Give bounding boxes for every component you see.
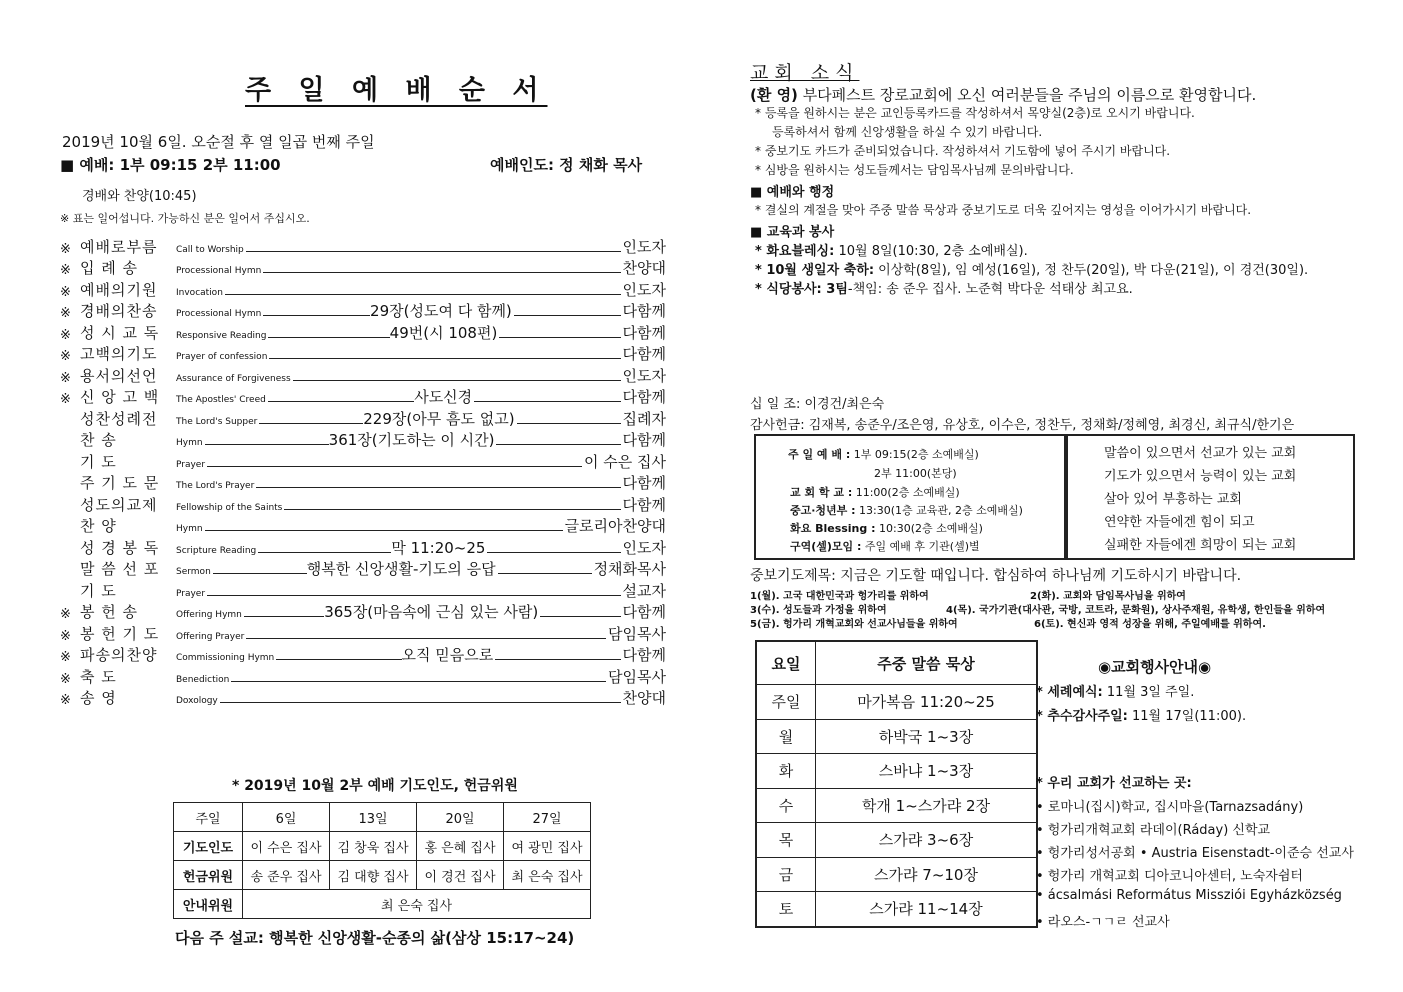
section-admin: ■ 예배와 행정 — [750, 185, 835, 200]
table-row — [174, 803, 591, 832]
item-label: * 화요블레싱: — [755, 244, 835, 259]
leader-line — [205, 530, 563, 531]
order-role: 정채화목사 — [593, 560, 667, 578]
order-row — [60, 364, 666, 386]
order-role: 설교자 — [622, 581, 666, 600]
order-korean: 봉 헌 송 — [80, 603, 139, 621]
table-cell: 하박국 1~3장 — [816, 719, 1038, 754]
table-cell: 학개 1~스가랴 2장 — [816, 788, 1038, 823]
order-mark: ※ — [60, 349, 71, 364]
table-row — [756, 788, 1037, 823]
table-cell: 이 수은 집사 — [243, 832, 330, 861]
order-mark: ※ — [60, 607, 71, 622]
order-role: 다함께 — [622, 388, 667, 406]
list-item — [755, 259, 1308, 278]
table-row — [756, 754, 1037, 789]
order-of-service — [60, 235, 666, 708]
order-english: Processional Hymn — [176, 266, 262, 276]
order-korean: 고백의기도 — [80, 345, 158, 363]
table-cell: 안내위원 — [174, 890, 243, 919]
order-english: The Lord's Prayer — [176, 481, 255, 491]
table-cell: 홍 은혜 집사 — [417, 832, 504, 861]
order-row — [60, 687, 666, 709]
order-mark: ※ — [60, 370, 71, 386]
list-item: * 심방을 원하시는 성도들께서는 담임목사님께 문의바랍니다. — [755, 163, 1074, 177]
leader-line — [540, 616, 620, 617]
order-role: 다함께 — [622, 646, 666, 664]
order-role: 집례자 — [622, 409, 666, 428]
leader-line — [256, 487, 620, 488]
praise-time: 경배와 찬양(10:45) — [82, 189, 197, 204]
order-english: Call to Worship — [176, 244, 244, 255]
standing-note: ※ 표는 일어섭니다. 가능하신 분은 일어서 주십시오. — [60, 212, 310, 225]
mission-item: • 헝가리 개혁교회 디아코니아센터, 노숙자쉼터 — [1036, 869, 1303, 884]
order-detail: 오직 믿음으로 — [401, 646, 494, 664]
order-role: 인도자 — [622, 366, 666, 385]
order-english: Hymn — [176, 524, 203, 534]
schedule-text: 주일 예배 후 기관(셀)별 — [861, 540, 980, 553]
order-korean: 성도의교제 — [80, 495, 158, 514]
leader-line — [293, 380, 621, 381]
schedule-text: 11:00(2층 소예배실) — [852, 486, 960, 499]
order-detail: 사도신경 — [414, 388, 473, 406]
order-role: 다함께 — [622, 603, 667, 621]
order-row — [60, 450, 666, 472]
motto-line: 말씀이 있으면서 선교가 있는 교회 — [1104, 446, 1297, 461]
section-education: ■ 교육과 봉사 — [750, 225, 835, 240]
schedule-item — [874, 465, 957, 481]
right-page — [700, 0, 1403, 992]
mission-item: • 로마니(집시)학교, 집시마을(Tarnazsadány) — [1036, 800, 1304, 815]
order-english: Benediction — [176, 674, 230, 685]
order-korean: 성찬성례전 — [80, 409, 158, 428]
table-cell: 기도인도 — [174, 832, 243, 861]
thanks-line: 감사헌금: 김재복, 송준우/조은영, 유상호, 이수은, 정찬두, 정채화/정혜영, 최경신, 최규식/한기은 — [750, 418, 1295, 433]
table-row — [174, 861, 591, 890]
schedule-label: 교 회 학 교 : — [790, 486, 853, 499]
next-sermon: 다음 주 설교: 행복한 신앙생활-순종의 삶(삼상 15:17~24) — [175, 929, 575, 947]
order-korean: 성 시 교 독 — [80, 323, 160, 342]
list-item: * 결실의 계절을 맞아 주중 말씀 묵상과 중보기도로 더욱 깊어지는 영성을 이어가시기 바랍니다. — [755, 203, 1252, 217]
order-english: Processional Hymn — [176, 309, 262, 319]
order-mark: ※ — [60, 650, 71, 665]
schedule-box — [754, 434, 1066, 560]
order-row — [60, 386, 666, 408]
order-korean: 입 례 송 — [80, 259, 139, 277]
prayer-item: 5(금). 헝가리 개혁교회와 선교사님들을 위하여 — [750, 619, 958, 630]
table-cell: 최 은숙 집사 — [243, 890, 591, 919]
item-label: * 식당봉사: 3팀 — [755, 282, 848, 297]
leader-line — [284, 509, 620, 510]
order-detail: 막 11:20~25 — [391, 538, 486, 557]
order-row — [60, 558, 666, 580]
table-row — [756, 823, 1037, 858]
missions-title: * 우리 교회가 선교하는 곳: — [1036, 776, 1192, 791]
order-row — [60, 278, 666, 300]
order-row — [60, 579, 666, 601]
order-role: 글로리아찬양대 — [564, 517, 666, 535]
order-english: The Apostles' Creed — [176, 395, 266, 405]
prayer-item: 1(월). 고국 대한민국과 헝가리를 위하여 — [750, 591, 929, 602]
order-korean: 신 앙 고 백 — [80, 388, 160, 406]
table-cell: 스가랴 7~10장 — [816, 857, 1038, 892]
mission-item: • ácsalmási Református Missziói Egyházközség — [1036, 888, 1342, 903]
prayer-topics-title: 중보기도제목: 지금은 기도할 때입니다. 합심하여 하나님께 기도하시기 바랍니다. — [750, 568, 1242, 584]
order-mark: ※ — [60, 628, 71, 644]
order-korean: 찬 송 — [80, 431, 117, 449]
schedule-label: 중고·청년부 : — [790, 504, 856, 517]
event-text: 11월 3일 주일. — [1102, 685, 1195, 700]
table-cell: 토 — [756, 892, 816, 927]
order-role: 담임목사 — [608, 667, 666, 686]
order-row — [60, 257, 666, 279]
order-korean: 봉 헌 기 도 — [80, 624, 160, 643]
mission-item: • 헝가리개혁교회 라데이(Ráday) 신학교 — [1036, 823, 1271, 838]
schedule-text: 13:30(1층 교육관, 2층 소예배실) — [855, 504, 1023, 517]
order-mark: ※ — [60, 241, 71, 257]
order-role: 찬양대 — [622, 259, 666, 277]
order-detail: 229장(아무 흠도 없고) — [363, 409, 515, 428]
prayer-item: 2(화). 교회와 담임목사님을 위하여 — [1030, 591, 1186, 602]
mission-item: • 라오스-ㄱㄱㄹ 선교사 — [1036, 915, 1170, 930]
worship-times: ■ 예배: 1부 09:15 2부 11:00 — [60, 156, 281, 174]
table-header: 요일 — [756, 641, 816, 685]
order-row — [60, 622, 666, 644]
order-korean: 축 도 — [80, 667, 117, 686]
table-cell: 스바냐 1~3장 — [816, 754, 1038, 789]
table-cell: 화 — [756, 754, 816, 789]
order-row — [60, 536, 666, 558]
leader-line — [259, 423, 363, 424]
motto-line: 연약한 자들에겐 힘이 되고 — [1104, 515, 1255, 530]
table-cell: 이 경건 집사 — [417, 861, 504, 890]
order-row — [60, 515, 666, 537]
order-row — [60, 665, 666, 687]
table-cell: 송 준우 집사 — [243, 861, 330, 890]
mission-item: • 헝가리성서공회 • Austria Eisenstadt-이준승 선교사 — [1036, 846, 1354, 861]
order-korean: 찬 양 — [80, 517, 117, 535]
prayer-offering-table — [173, 802, 591, 919]
welcome-tag: (환 영) — [750, 86, 798, 104]
prayer-item: 6(토). 현신과 영적 성장을 위해, 주일예배를 위하여. — [1034, 619, 1266, 630]
order-english: Commissioning Hymn — [176, 653, 275, 663]
table-row — [174, 890, 591, 919]
schedule-item — [790, 520, 983, 536]
order-korean: 성 경 봉 독 — [80, 538, 160, 557]
table-row — [756, 719, 1037, 754]
table-cell: 헌금위원 — [174, 861, 243, 890]
order-role: 다함께 — [622, 474, 666, 492]
order-role: 이 수은 집사 — [584, 452, 666, 471]
leader-line — [499, 337, 620, 338]
page-title: 주 일 예 배 순 서 — [245, 75, 548, 106]
leader-line — [268, 401, 414, 402]
leader-line — [244, 616, 324, 617]
order-english: Invocation — [176, 287, 223, 298]
order-row — [60, 300, 666, 322]
prayer-item: 4(목). 국가기관(대사관, 국방, 코트라, 문화원), 상사주재원, 유학생, 한인들을 위하여 — [946, 605, 1326, 616]
leader-line — [514, 315, 621, 316]
order-row — [60, 407, 666, 429]
item-text: 10월 8일(10:30, 2층 소예배실). — [834, 244, 1028, 259]
table-header: 6일 — [243, 803, 330, 832]
order-row — [60, 493, 666, 515]
list-item — [755, 240, 1028, 259]
table-cell: 최 은숙 집사 — [504, 861, 591, 890]
order-english: Prayer of confession — [176, 352, 268, 362]
order-english: Doxology — [176, 696, 218, 706]
order-english: Offering Hymn — [176, 610, 242, 620]
table-cell: 김 대향 집사 — [330, 861, 417, 890]
order-detail: 365장(마음속에 근심 있는 사람) — [324, 603, 539, 621]
leader-line — [258, 552, 391, 553]
order-role: 인도자 — [622, 280, 666, 299]
order-mark: ※ — [60, 284, 71, 300]
order-korean: 예배로부름 — [80, 237, 158, 256]
table-row — [174, 832, 591, 861]
table-cell: 주일 — [756, 685, 816, 720]
order-mark: ※ — [60, 327, 71, 343]
order-row — [60, 644, 666, 666]
leader-line — [496, 444, 620, 445]
leader-line — [268, 337, 389, 338]
order-mark: ※ — [60, 392, 71, 407]
order-detail: 361장(기도하는 이 시간) — [328, 431, 495, 449]
order-row — [60, 321, 666, 343]
list-item: * 등록을 원하시는 분은 교인등록카드를 작성하셔서 목양실(2층)로 오시기 바랍니다. — [755, 106, 1195, 120]
order-role: 다함께 — [622, 302, 667, 320]
table-row — [756, 641, 1037, 685]
item-text: -책임: 송 준우 집사. 노준혁 박다운 석태상 최고요. — [847, 282, 1133, 297]
table-cell: 월 — [756, 719, 816, 754]
leader-line — [246, 251, 621, 252]
order-english: Prayer — [176, 459, 206, 470]
order-english: Scripture Reading — [176, 545, 257, 556]
table-header: 주일 — [174, 803, 243, 832]
schedule-label: 구역(셀)모임 : — [790, 540, 862, 553]
order-mark: ※ — [60, 306, 71, 321]
table-cell: 목 — [756, 823, 816, 858]
motto-box — [1066, 434, 1355, 560]
order-english: Responsive Reading — [176, 330, 267, 341]
schedule-item — [790, 502, 1023, 518]
order-role: 인도자 — [622, 237, 666, 256]
leader-line — [517, 423, 621, 424]
schedule-text: 1부 09:15(2층 소예배실) — [850, 448, 979, 461]
order-english: The Lord's Supper — [176, 416, 258, 427]
order-role: 다함께 — [622, 345, 666, 363]
table-cell: 김 창욱 집사 — [330, 832, 417, 861]
leader-line — [269, 358, 620, 359]
order-english: Fellowship of the Saints — [176, 502, 283, 513]
leader-line — [213, 573, 307, 574]
table-header: 20일 — [417, 803, 504, 832]
prayer-item: 3(수). 성도들과 가정을 위하여 — [750, 605, 887, 616]
schedule-text: 2부 11:00(본당) — [874, 467, 957, 480]
list-item: * 중보기도 카드가 준비되었습니다. 작성하셔서 기도함에 넣어 주시기 바랍니다. — [755, 144, 1171, 158]
order-korean: 주 기 도 문 — [80, 474, 160, 492]
leader-line — [205, 444, 329, 445]
tithe-line: 십 일 조: 이경건/최은숙 — [750, 397, 885, 412]
order-korean: 기 도 — [80, 452, 117, 471]
events-title: ◉교회행사안내◉ — [1098, 658, 1212, 676]
order-korean: 경배의찬송 — [80, 302, 158, 320]
motto-line: 실패한 자들에겐 희망이 되는 교회 — [1104, 538, 1297, 553]
event-label: * 추수감사주일: — [1036, 709, 1128, 724]
order-mark: ※ — [60, 263, 71, 278]
item-label: * 10월 생일자 축하: — [755, 263, 875, 278]
table-header: 주중 말씀 묵상 — [816, 641, 1038, 685]
leader-line — [495, 659, 620, 660]
leader-line — [246, 638, 606, 639]
order-role: 인도자 — [622, 538, 667, 557]
leader-line — [487, 552, 620, 553]
leader-line — [225, 294, 621, 295]
order-mark: ※ — [60, 693, 71, 708]
left-page — [0, 0, 700, 992]
table-row — [756, 685, 1037, 720]
event-text: 11월 17일(11:00). — [1127, 709, 1247, 724]
order-row — [60, 472, 666, 494]
order-detail: 행복한 신앙생활-기도의 응답 — [306, 560, 496, 578]
order-role: 다함께 — [622, 495, 666, 514]
leader-line — [474, 401, 620, 402]
table-cell: 수 — [756, 788, 816, 823]
leader-line — [231, 681, 606, 682]
order-english: Prayer — [176, 588, 206, 599]
order-row — [60, 429, 666, 451]
table-cell: 스가랴 11~14장 — [816, 892, 1038, 927]
leader-line — [207, 466, 582, 467]
table-header: 27일 — [504, 803, 591, 832]
order-row — [60, 235, 666, 257]
worship-leader: 예배인도: 정 채화 목사 — [490, 156, 643, 174]
order-korean: 말 씀 선 포 — [80, 560, 160, 578]
order-korean: 예배의기원 — [80, 280, 158, 299]
order-english: Sermon — [176, 567, 211, 577]
schedule-item — [790, 538, 980, 554]
schedule-item — [788, 446, 979, 462]
table-header: 13일 — [330, 803, 417, 832]
order-role: 다함께 — [622, 431, 667, 449]
order-english: Assurance of Forgiveness — [176, 373, 291, 384]
leader-line — [276, 659, 401, 660]
list-item — [755, 278, 1133, 297]
welcome-text: 부다페스트 장로교회에 오신 여러분들을 주님의 이름으로 환영합니다. — [797, 86, 1257, 104]
order-row — [60, 601, 666, 623]
motto-line: 살아 있어 부흥하는 교회 — [1104, 492, 1242, 507]
schedule-label: 주 일 예 배 : — [788, 448, 851, 461]
order-english: Offering Prayer — [176, 631, 245, 642]
schedule-item — [790, 484, 960, 500]
leader-line — [207, 595, 620, 596]
motto-line: 기도가 있으면서 능력이 있는 교회 — [1104, 469, 1297, 484]
table-cell: 여 광민 집사 — [504, 832, 591, 861]
order-role: 담임목사 — [608, 624, 666, 643]
order-detail: 29장(성도여 다 함께) — [370, 302, 512, 320]
event-label: * 세례예식: — [1036, 685, 1103, 700]
order-role: 찬양대 — [622, 689, 666, 707]
order-korean: 송 영 — [80, 689, 117, 707]
table-cell: 마가복음 11:20~25 — [816, 685, 1038, 720]
order-detail: 49번(시 108편) — [389, 323, 498, 342]
leader-line — [498, 573, 592, 574]
order-row — [60, 343, 666, 365]
schedule-label: 화요 Blessing : — [790, 522, 876, 535]
leader-line — [220, 702, 621, 703]
leader-line — [263, 272, 620, 273]
table-row — [756, 857, 1037, 892]
leader-line — [263, 315, 370, 316]
service-date: 2019년 10월 6일. 오순절 후 열 일곱 번째 주일 — [62, 133, 375, 151]
prayer-table-title: * 2019년 10월 2부 예배 기도인도, 헌금위원 — [232, 778, 518, 794]
event-item — [1036, 705, 1246, 724]
order-mark: ※ — [60, 671, 71, 687]
table-cell: 스가랴 3~6장 — [816, 823, 1038, 858]
order-role: 다함께 — [622, 323, 667, 342]
event-item — [1036, 681, 1194, 700]
table-cell: 금 — [756, 857, 816, 892]
table-row — [756, 892, 1037, 927]
order-english: Hymn — [176, 438, 203, 448]
list-item: 등록하셔서 함께 신앙생활을 하실 수 있기 바랍니다. — [772, 125, 1043, 139]
meditation-table — [755, 640, 1038, 928]
welcome-line — [750, 84, 1256, 105]
news-title: 교회 소식 — [750, 62, 860, 84]
order-korean: 기 도 — [80, 581, 117, 600]
schedule-text: 10:30(2층 소예배실) — [875, 522, 983, 535]
order-korean: 용서의선언 — [80, 366, 158, 385]
item-text: 이상학(8일), 임 예성(16일), 정 찬두(20일), 박 다운(21일), 이 경건(30일). — [874, 263, 1309, 278]
order-korean: 파송의찬양 — [80, 646, 158, 664]
